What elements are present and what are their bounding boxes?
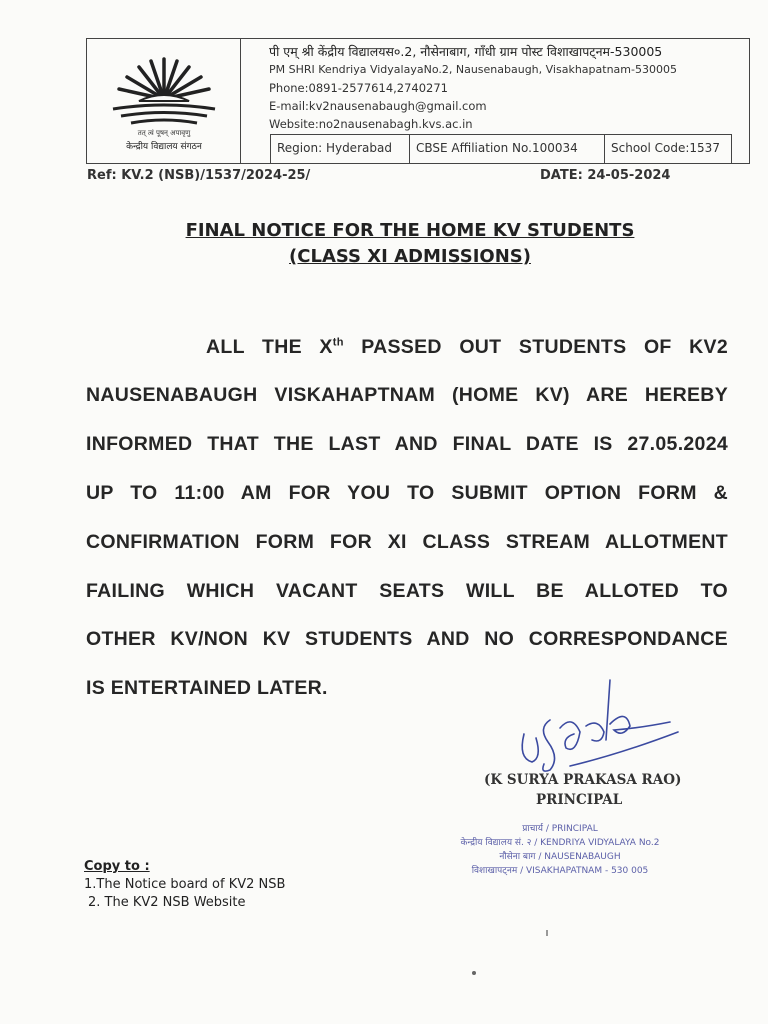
stamp-line-3: नौसेना बाग / NAUSENABAUGH <box>499 852 621 862</box>
region: Region: Hyderabad <box>271 135 410 163</box>
cbse-affiliation: CBSE Affiliation No.100034 <box>410 135 605 163</box>
logo-org-name: केन्द्रीय विद्यालय संगठन <box>126 142 202 152</box>
paper-mark <box>546 930 548 936</box>
body-line-1-pre: ALL THE X <box>206 336 333 358</box>
kvs-logo <box>87 39 241 163</box>
phone: Phone:0891-2577614,2740271 <box>269 81 449 95</box>
english-address: PM SHRI Kendriya VidyalayaNo.2, Nausenabaugh, Visakhapatnam-530005 <box>269 63 677 76</box>
logo-motto: तत् त्वं पूषन् अपावृणु <box>137 129 191 137</box>
principal-signature <box>510 678 690 778</box>
notice-subtitle: (CLASS XI ADMISSIONS) <box>289 246 531 267</box>
reference-number: Ref: KV.2 (NSB)/1537/2024-25/ <box>87 168 311 183</box>
stamp-line-4: विशाखापट्नम / VISAKHAPATNAM - 530 005 <box>471 866 649 876</box>
stamp-line-1: प्राचार्य / PRINCIPAL <box>522 824 598 834</box>
paper-dot <box>472 971 476 975</box>
letterhead <box>86 38 750 164</box>
copy-to-heading: Copy to : <box>84 859 150 874</box>
registration-row <box>270 134 732 163</box>
email: E-mail:kv2nausenabaugh@gmail.com <box>269 99 487 113</box>
copy-to-item-1: 1.The Notice board of KV2 NSB <box>84 877 286 892</box>
school-code: School Code:1537 <box>605 135 732 163</box>
body-line-4: UP TO 11:00 AM FOR YOU TO SUBMIT OPTION FORM & <box>86 482 728 504</box>
copy-to-block <box>84 858 285 912</box>
body-line-1-sup: th <box>332 336 344 349</box>
signatory-title: PRINCIPAL <box>536 792 623 808</box>
body-line-3: INFORMED THAT THE LAST AND FINAL DATE IS 27.05.2024 <box>86 433 728 455</box>
notice-date: DATE: 24-05-2024 <box>540 168 671 183</box>
address-block <box>269 43 677 133</box>
body-line-8: IS ENTERTAINED LATER. <box>86 677 328 699</box>
body-line-6: FAILING WHICH VACANT SEATS WILL BE ALLOTED TO <box>86 580 728 602</box>
website: Website:no2nausenabagh.kvs.ac.in <box>269 117 473 131</box>
body-line-5: CONFIRMATION FORM FOR XI CLASS STREAM ALLOTMENT <box>86 531 728 553</box>
body-line-1 <box>206 336 728 359</box>
body-line-1-post: PASSED OUT STUDENTS OF KV2 <box>343 336 728 358</box>
body-line-2: NAUSENABAUGH VISKAHAPTNAM (HOME KV) ARE HEREBY <box>86 384 728 406</box>
signatory-name: (K SURYA PRAKASA RAO) <box>484 772 682 788</box>
body-line-7: OTHER KV/NON KV STUDENTS AND NO CORRESPONDANCE <box>86 628 728 650</box>
stamp-line-2: केन्द्रीय विद्यालय सं. २ / KENDRIYA VIDYALAYA No.2 <box>460 838 660 848</box>
principal-stamp <box>440 822 680 878</box>
lamp-sunburst-icon <box>99 45 229 129</box>
copy-to-item-2: 2. The KV2 NSB Website <box>88 895 246 910</box>
hindi-address: पी एम् श्री केंद्रीय विद्यालयस०.2, नौसेनाबाग, गाँधी ग्राम पोस्ट विशाखापट्नम-530005 <box>269 44 663 59</box>
notice-title: FINAL NOTICE FOR THE HOME KV STUDENTS <box>185 220 635 241</box>
